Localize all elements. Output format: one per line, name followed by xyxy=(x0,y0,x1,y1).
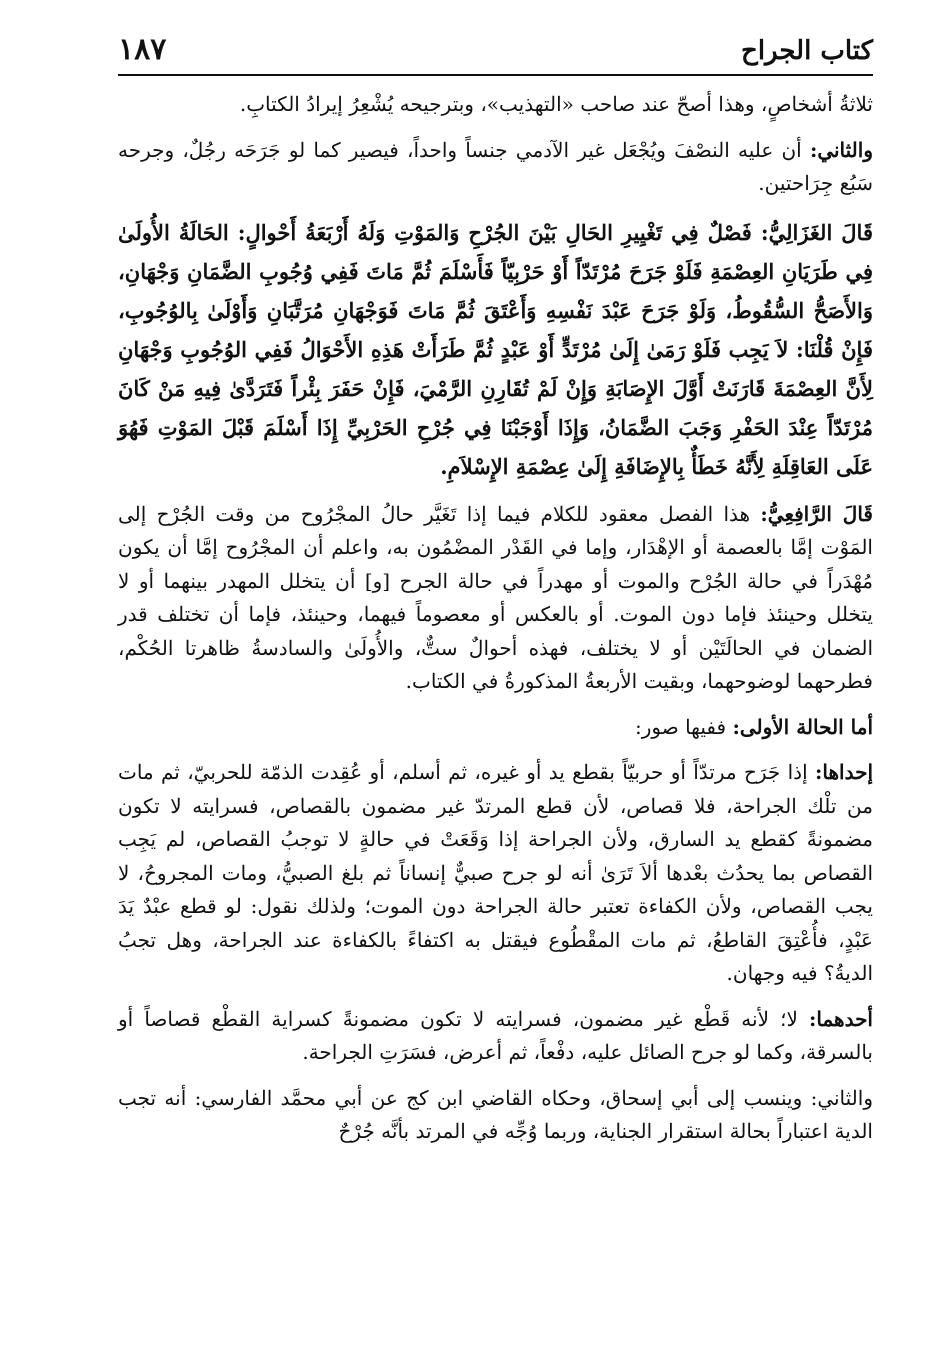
paragraph-6 xyxy=(118,756,873,991)
paragraph-lead: قَالَ الرَّافِعِيُّ: xyxy=(760,501,873,526)
paragraph-text: ثلاثةُ أشخاصٍ، وهذا أصحّ عند صاحب «التهذيب»، وبترجيحه يُشْعِرُ إيرادُ الكتابِ. xyxy=(239,92,873,116)
paragraph-8 xyxy=(118,1082,873,1149)
paragraph-text: هذا الفصل معقود للكلام فيما إذا تَغَيَّر حالُ المجْرُوح من وقت الجُرْح إلى المَوْت إمَّا بالعصمة أو الإهْدَار، وإما في القَدْر المضْمُون به، واعلم أن المجْرُوح إمَّا أن يكون مُهْدَراً في حالة الجُرْح والموت أو مهدراً في حالة الجرح [و] أن يتخلل المهدر بينهما أو لا يتخلل وحينئذ فإما دون الموت. أو بالعكس أو معصوماً فيهما، وحينئذ، فإما أن تختلف قدر الضمان في الحالَتَيْن أو لا يختلف، فهذه أحوالٌ ستٌّ، والأُولَىٰ والسادسةُ ظاهرتا الحُكْم، فطرحهما لوضوحهما، وبقيت الأربعةُ المذكورةُ في الكتاب. xyxy=(118,501,873,693)
paragraph-lead: إحداها: xyxy=(815,760,873,784)
paragraph-7 xyxy=(118,1003,873,1070)
paragraph-lead: أما الحالة الأولى: xyxy=(732,714,873,739)
page-header xyxy=(118,28,873,72)
paragraph-text: أن عليه النصْفَ ويُجْعَل غير الآدمي جنساً واحداً، فيصير كما لو جَرَحَه رجُلٌ، وجرحه سَبُع جِرَاحتين. xyxy=(118,137,873,195)
paragraph-4 xyxy=(118,498,873,699)
matn-paragraph xyxy=(118,213,873,486)
paragraph-5 xyxy=(118,711,873,745)
running-title: كتاب الجراح xyxy=(741,36,873,66)
paragraph-text: ففيها صور: xyxy=(635,714,733,739)
page-number: ١٨٧ xyxy=(118,32,167,67)
header-divider xyxy=(118,74,873,76)
paragraph-1 xyxy=(118,88,873,122)
paragraph-2 xyxy=(118,134,873,201)
paragraph-lead: والثاني: xyxy=(809,137,873,162)
paragraph-text: والثاني: وينسب إلى أبي إسحاق، وحكاه القاضي ابن كج عن أبي محمَّد الفارسي: أنه تجب الدية اعتباراً بحالة استقرار الجناية، وربما وُجِّه في المرتد بأنَّه جُرْحٌ xyxy=(118,1085,873,1143)
page-body xyxy=(118,88,873,1161)
paragraph-lead: أحدهما: xyxy=(808,1006,873,1031)
paragraph-text: إذا جَرَح مرتدّاً أو حربيّاً بقطع يد أو غيره، ثم أسلم، أو عُقِدت الذمّة للحربيّ، ثم مات من تلْك الجراحة، فلا قصاص، لأن قطع المرتدّ غير مضمون بالقصاص، فسرايته لا تكون مضمونةً كقطع يد السارق، ولأن الجراحة إذا وَقَعَتْ في حالةٍ لا توجبُ القصاص، لم يَجِب القصاص بما يحدُث بعْدها ألاَ تَرَىٰ أنه لو جرح صبيٌّ إنساناً ثم بلغ الصبيُّ، ومات المجروحُ، لا يجب القصاص، ولأن الكفاءة تعتبر حالة الجراحة دون الموت؛ ولذلك نقول: لو قطع عبْدٌ يَدَ عَبْدٍ، فأُعْتِقَ القاطعُ، ثم مات المقْطُوع فيقتل به اكتفاءً بالكفاءة عند الجراحة، وهل تجبُ الديةُ؟ فيه وجهان. xyxy=(118,760,873,985)
paragraph-text: لا؛ لأنه قَطْع غير مضمون، فسرايته لا تكون مضمونةً كسراية القطْع قصاصاً أو بالسرقة، وكما لو جرح الصائل عليه، دفْعاً، ثم أعرض، فسَرَتِ الجراحة. xyxy=(118,1006,873,1064)
paragraph-text: قَالَ الغَزَالِيُّ: فَصْلٌ فِي تَغْيِيرِ الحَالِ بَيْنَ الجُرْحِ وَالمَوْتِ وَلَهُ أَرْبَعَةُ أَحْوالٍ: الحَالَةُ الأُولَىٰ فِي طَرَيَانِ العِصْمَةِ فَلَوْ جَرَحَ مُرْتَدّاً أَوْ حَرْبِيّاً فَأَسْلَمَ ثُمَّ مَاتَ فَفِي وُجُوبِ الضَّمَانِ وَجْهَانِ، وَالأَصَحُّ السُّقُوطُ، وَلَوْ جَرَحَ عَبْدَ نَفْسِهِ وَأَعْتَقَ ثُمَّ مَاتَ فَوَجْهَانِ مُرَتَّبَانِ وَأَوْلَىٰ بِالوُجُوبِ، فَإِنْ قُلْنَا: لاَ يَجِب فَلَوْ رَمَىٰ إِلَىٰ مُرْتَدٍّ أَوْ عَبْدٍ ثُمَّ طَرَأَتْ هَذِهِ الأَحْوَالُ فَفِي الوُجُوبِ وَجْهَانِ لِأَنَّ العِصْمَةَ قَارَنَتْ أَوَّلَ الإِصَابَةِ وَإِنْ لَمْ تُقَارِنِ الرَّمْيَ، فَإِنْ حَفَرَ بِئْراً فَتَرَدَّىٰ فِيهِ مَنْ كَانَ مُرْتَدّاً عِنْدَ الحَفْرِ وَجَبَ الضَّمَانُ، وَإِذَا أَوْجَبْنَا فِي جُرْحِ الحَرْبِيِّ إِذَا أَسْلَمَ قَبْلَ المَوْتِ فَهُوَ عَلَى العَاقِلَةِ لِأَنَّهُ خَطَأٌ بِالإِضَافَةِ إِلَىٰ عِصْمَةِ الإِسْلاَمِ. xyxy=(118,219,873,479)
